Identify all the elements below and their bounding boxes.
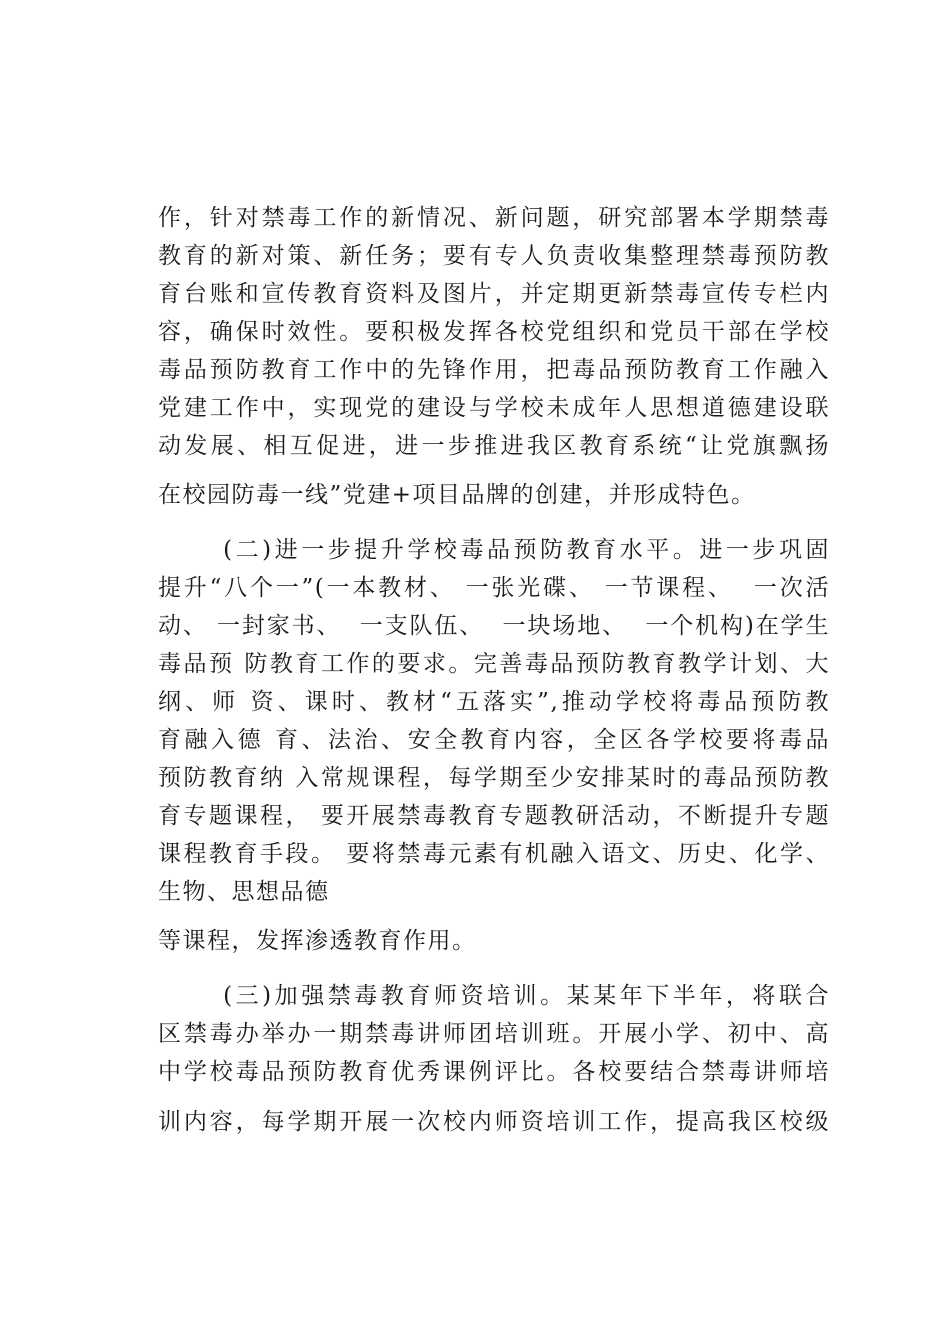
text-line: 训内容，每学期开展一次校内师资培训工作，提高我区校级 — [158, 1109, 830, 1135]
text-line: 在校园防毒一线”党建+项目品牌的创建，并形成特色。 — [158, 482, 756, 508]
text-line: 容，确保时效性。要积极发挥各校党组织和党员干部在学校 — [158, 319, 830, 345]
text-line: 预防教育纳 入常规课程，每学期至少安排某时的毒品预防教 — [158, 765, 830, 791]
text-line: 动发展、相互促进，进一步推进我区教育系统“让党旗飘扬 — [158, 433, 830, 459]
text-line: (二)进一步提升学校毒品预防教育水平。进一步巩固 — [158, 537, 830, 563]
text-line: 党建工作中，实现党的建设与学校未成年人思想道德建设联 — [158, 395, 830, 421]
text-line: (三)加强禁毒教育师资培训。某某年下半年，将联合 — [158, 983, 830, 1009]
text-line: 提升“八个一”(一本教材、 一张光碟、 一节课程、 一次活 — [158, 575, 830, 601]
text-line: 毒品预 防教育工作的要求。完善毒品预防教育教学计划、大 — [158, 651, 830, 677]
text-line: 中学校毒品预防教育优秀课例评比。各校要结合禁毒讲师培 — [158, 1059, 830, 1085]
text-line: 育台账和宣传教育资料及图片，并定期更新禁毒宣传专栏内 — [158, 281, 830, 307]
text-line: 动、 一封家书、 一支队伍、 一块场地、 一个机构)在学生 — [158, 613, 830, 639]
text-line: 育融入德 育、法治、安全教育内容，全区各学校要将毒品 — [158, 727, 830, 753]
text-line: 纲、师 资、课时、教材“五落实”,推动学校将毒品预防教 — [158, 689, 830, 715]
text-line: 课程教育手段。 要将禁毒元素有机融入语文、历史、化学、 — [158, 841, 830, 867]
text-line: 生物、思想品德 — [158, 879, 330, 905]
text-line: 等课程，发挥渗透教育作用。 — [158, 928, 477, 954]
text-line: 育专题课程， 要开展禁毒教育专题教研活动，不断提升专题 — [158, 803, 830, 829]
text-line: 教育的新对策、新任务；要有专人负责收集整理禁毒预防教 — [158, 243, 830, 269]
text-line: 区禁毒办举办一期禁毒讲师团培训班。开展小学、初中、高 — [158, 1021, 830, 1047]
text-line: 作，针对禁毒工作的新情况、新问题，研究部署本学期禁毒 — [158, 205, 830, 231]
text-line: 毒品预防教育工作中的先锋作用，把毒品预防教育工作融入 — [158, 357, 830, 383]
